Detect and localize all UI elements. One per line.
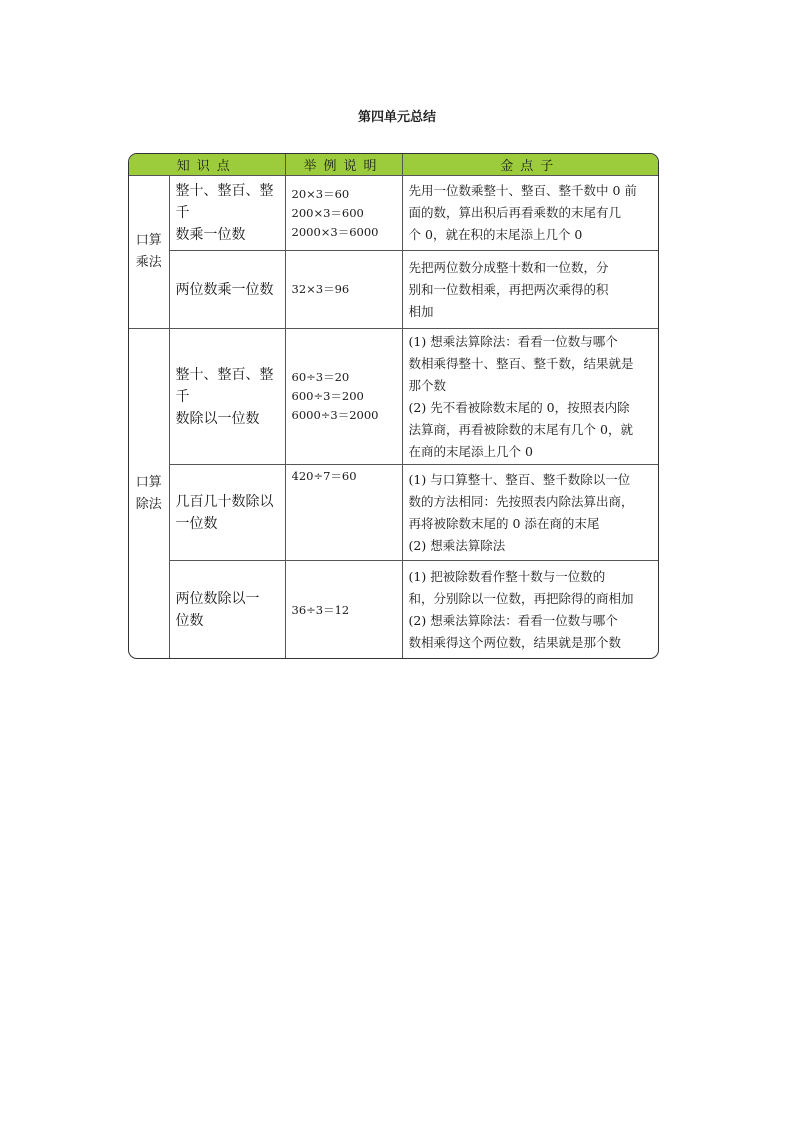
category-oral-multiplication: 口算 乘法 bbox=[129, 176, 169, 329]
tip-cell: 先把两位数分成整十数和一位数，分 别和一位数相乘，再把两次乘得的积 相加 bbox=[402, 251, 658, 329]
page-title: 第四单元总结 bbox=[357, 110, 436, 125]
topic-cell: 两位数乘一位数 bbox=[169, 251, 285, 329]
table-row bbox=[129, 251, 658, 329]
table-row bbox=[129, 465, 658, 561]
tip-cell: 先用一位数乘整十、整百、整千数中 0 前 面的数，算出积后再看乘数的末尾有几 个 0，就在积的末尾添上几个 0 bbox=[402, 176, 658, 251]
header-examples: 举例说明 bbox=[285, 154, 402, 176]
tip-cell: (1) 与口算整十、整百、整千数除以一位 数的方法相同：先按照表内除法算出商， 再将被除数末尾的 0 添在商的末尾 (2) 想乘法算除法 bbox=[402, 465, 658, 561]
category-oral-division: 口算 除法 bbox=[129, 329, 169, 660]
header-row bbox=[129, 154, 658, 176]
tip-cell: (1) 想乘法算除法：看看一位数与哪个 数相乘得整十、整百、整千数，结果就是 那个数 (2) 先不看被除数末尾的 0，按照表内除 法算商，再看被除数的末尾有几个 0，就 在商的末尾添上几个 0 bbox=[402, 329, 658, 465]
table-row bbox=[129, 561, 658, 660]
table-row bbox=[129, 329, 658, 465]
tip-cell: (1) 把被除数看作整十数与一位数的 和，分别除以一位数，再把除得的商相加 (2) 想乘法算除法：看看一位数与哪个 数相乘得这个两位数，结果就是那个数 bbox=[402, 561, 658, 660]
topic-cell: 整十、整百、整千 数除以一位数 bbox=[169, 329, 285, 465]
example-cell: 32×3＝96 bbox=[285, 251, 402, 329]
summary-table bbox=[128, 153, 659, 659]
header-knowledge-point: 知识点 bbox=[129, 154, 285, 176]
example-cell: 36÷3＝12 bbox=[285, 561, 402, 660]
topic-cell: 几百几十数除以 一位数 bbox=[169, 465, 285, 561]
example-cell: 60÷3＝20 600÷3＝200 6000÷3＝2000 bbox=[285, 329, 402, 465]
example-cell: 20×3＝60 200×3＝600 2000×3＝6000 bbox=[285, 176, 402, 251]
header-golden-tips: 金点子 bbox=[402, 154, 658, 176]
topic-cell: 两位数除以一 位数 bbox=[169, 561, 285, 660]
example-cell: 420÷7＝60 bbox=[285, 465, 402, 561]
topic-cell: 整十、整百、整千 数乘一位数 bbox=[169, 176, 285, 251]
table-row bbox=[129, 176, 658, 251]
